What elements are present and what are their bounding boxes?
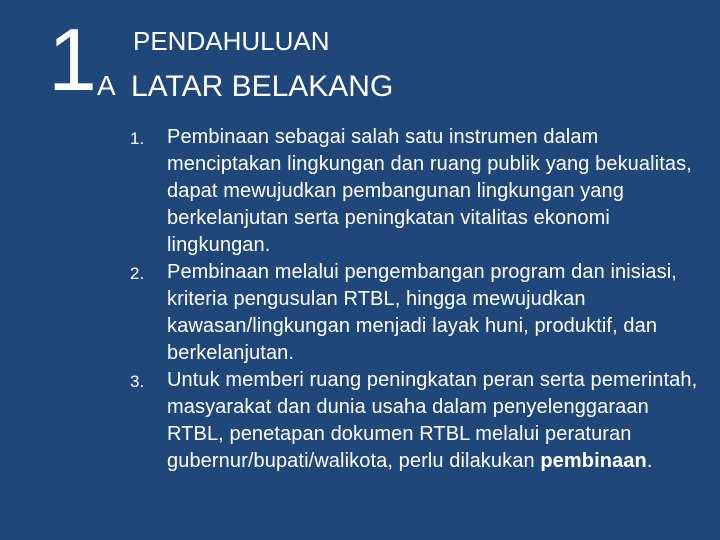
list-item <box>130 259 710 367</box>
list-item <box>130 367 710 475</box>
section-number: 1 <box>48 10 97 109</box>
list-item-text: Pembinaan melalui pengembangan program dan inisiasi, kriteria pengusulan RTBL, hingga mewujudkan kawasan/lingkungan menjadi layak huni, produktif, dan berkelanjutan. <box>167 261 677 364</box>
slide-title: PENDAHULUAN <box>133 26 330 56</box>
list-item-text: Untuk memberi ruang peningkatan peran serta pemerintah, masyarakat dan dunia usaha dalam penyelenggaraan RTBL, penetapan dokumen RTBL melalui peraturan gubernur/bupati/walikota, perlu dilakukan <box>167 369 698 472</box>
section-letter: A <box>97 70 116 101</box>
slide-subtitle: LATAR BELAKANG <box>131 70 394 103</box>
list-item-text-end: . <box>646 450 653 472</box>
content-list <box>130 124 710 475</box>
list-item-text: Pembinaan sebagai salah satu instrumen dalam menciptakan lingkungan dan ruang publik yang bekualitas, dapat mewujudkan pembangunan lingkungan yang berkelanjutan serta peningkatan vitalitas ekonomi lingkungan. <box>167 126 692 256</box>
list-item-number: 3. <box>130 372 145 391</box>
list-item <box>130 124 710 259</box>
list-item-number: 1. <box>130 129 145 148</box>
list-item-bold-text: pembinaan <box>540 450 647 472</box>
list-item-number: 2. <box>130 264 145 283</box>
